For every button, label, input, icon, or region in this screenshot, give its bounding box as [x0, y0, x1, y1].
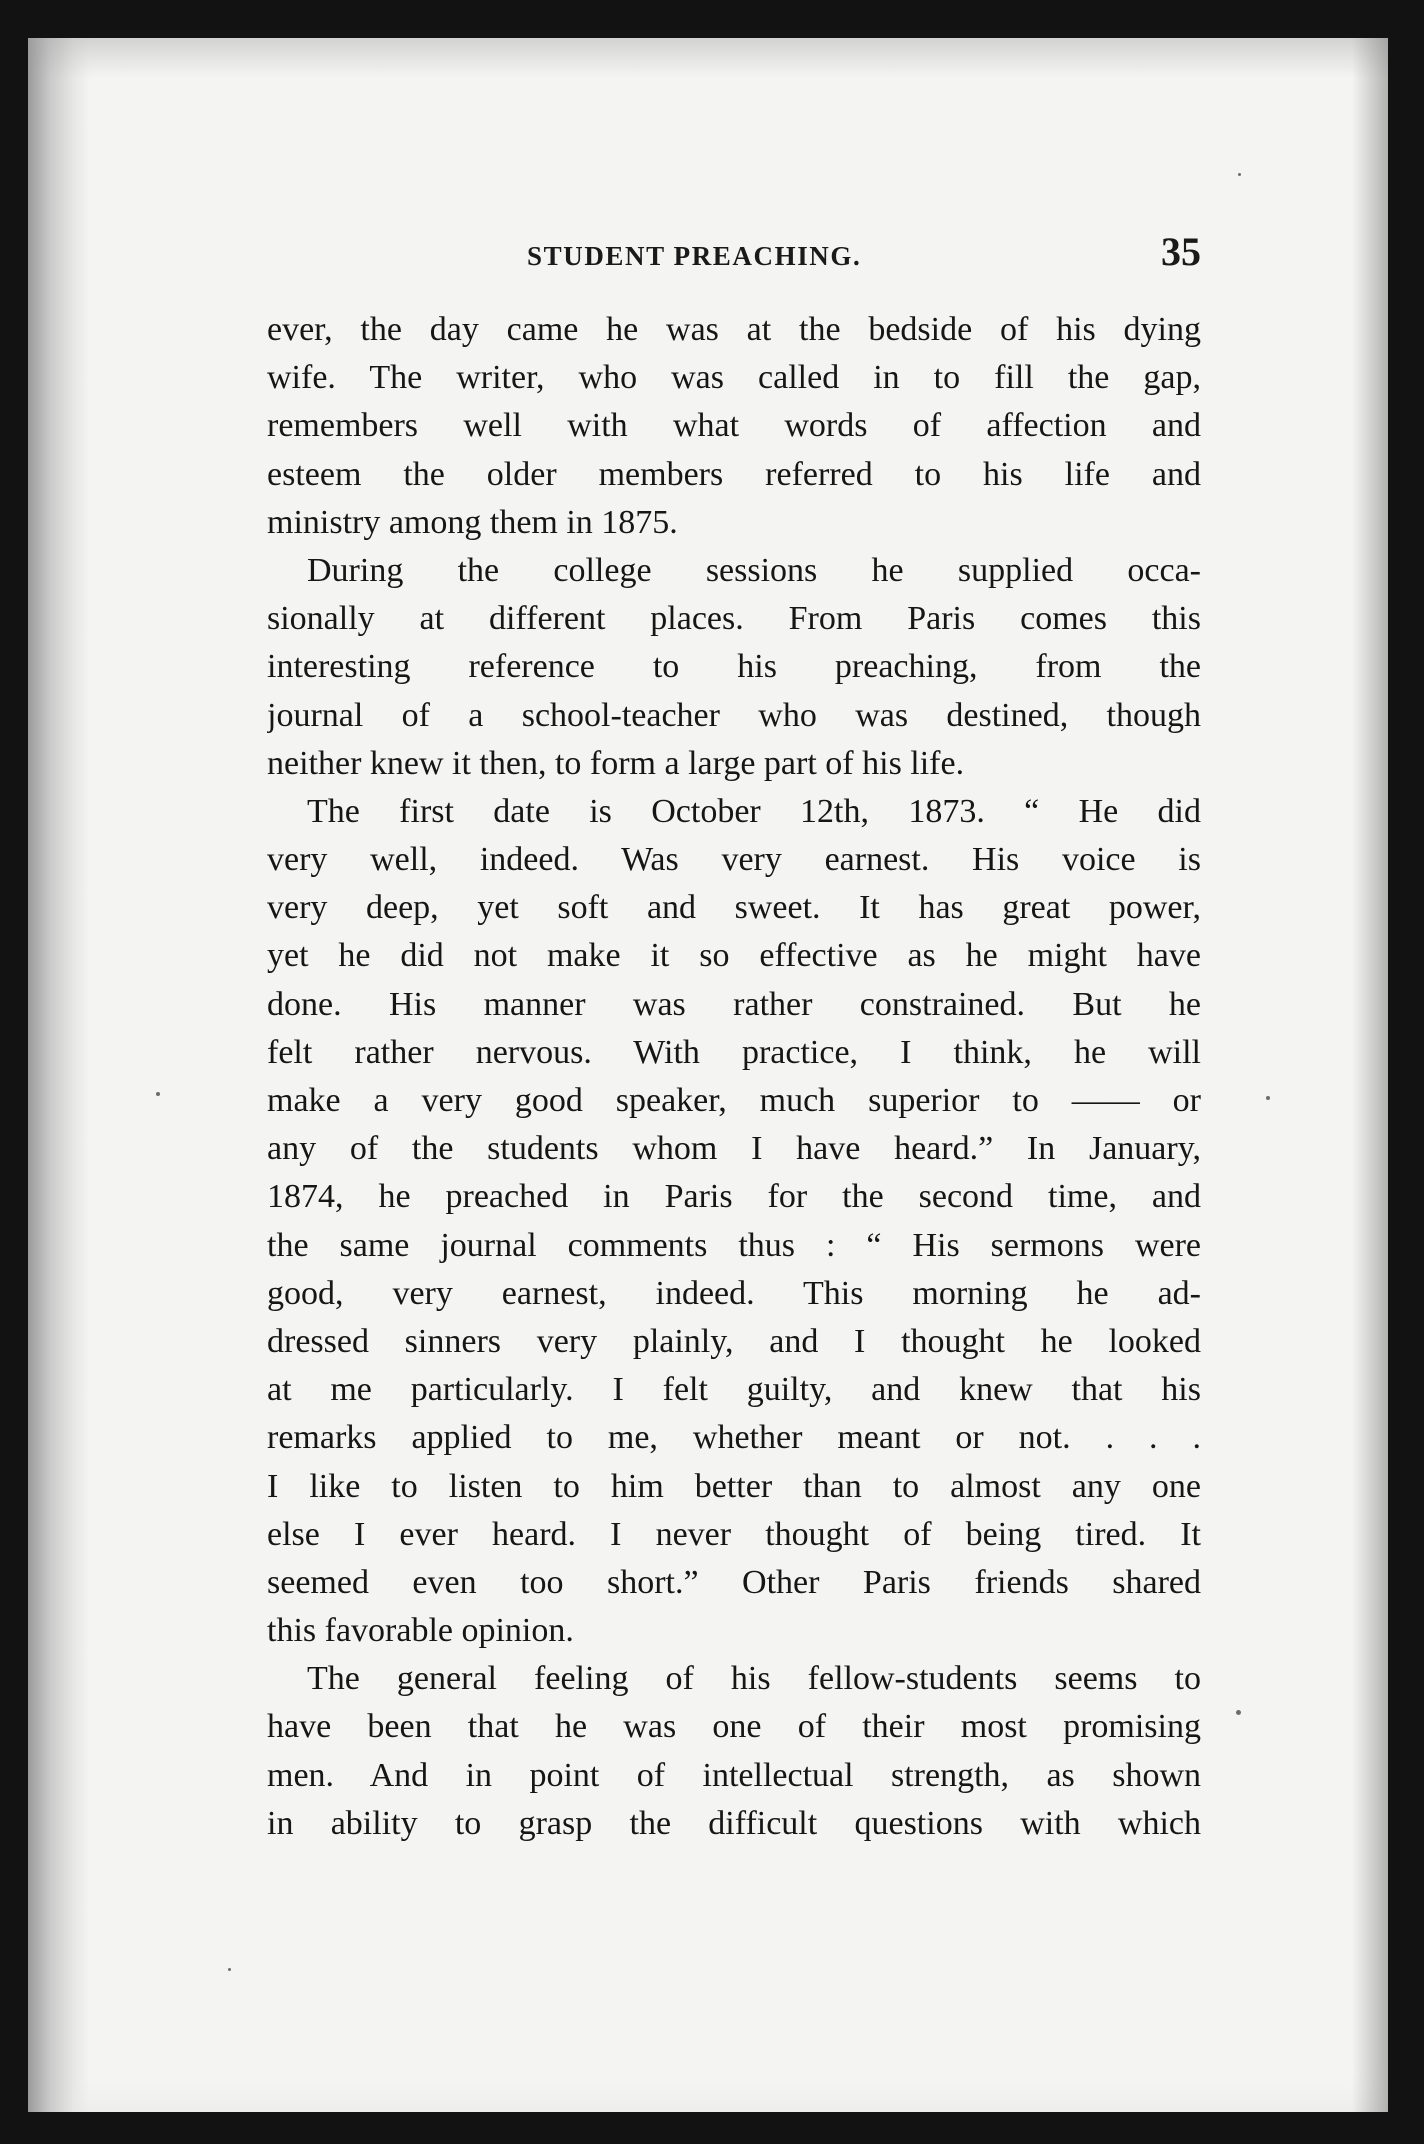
paragraph-3	[267, 788, 1201, 1655]
right-edge-shadow	[1352, 38, 1388, 2112]
text-line: neither knew it then, to form a large part of his life.	[267, 744, 965, 782]
text-line: esteem the older members referred to his life and	[267, 455, 1201, 493]
text-line: dressed sinners very plainly, and I thought he looked	[267, 1322, 1201, 1360]
text-line: yet he did not make it so effective as he might have	[267, 937, 1201, 975]
paragraph-1	[267, 306, 1201, 547]
page-header	[267, 228, 1201, 288]
text-line: ever, the day came he was at the bedside of his dying	[267, 311, 1201, 348]
body-text	[267, 306, 1201, 1848]
speck	[1236, 1710, 1241, 1715]
text-line: seemed even too short.” Other Paris friends shared	[267, 1563, 1201, 1601]
text-line: remembers well with what words of affection and	[267, 407, 1201, 445]
text-line: remarks applied to me, whether meant or not. . . .	[267, 1419, 1201, 1457]
text-line: the same journal comments thus : “ His sermons were	[267, 1226, 1201, 1264]
text-line: interesting reference to his preaching, from the	[267, 648, 1201, 686]
text-line: very well, indeed. Was very earnest. His voice is	[267, 841, 1201, 879]
text-line: any of the students whom I have heard.” In January,	[267, 1130, 1201, 1168]
paragraph-2	[267, 547, 1201, 788]
text-line: journal of a school-teacher who was destined, though	[267, 696, 1201, 734]
text-line: else I ever heard. I never thought of being tired. It	[267, 1515, 1201, 1553]
running-head: STUDENT PREACHING.	[527, 241, 862, 271]
text-line: The general feeling of his fellow-students seems to	[307, 1660, 1201, 1698]
text-line: 1874, he preached in Paris for the second time, and	[267, 1178, 1201, 1216]
speck	[156, 1092, 160, 1096]
text-line: ministry among them in 1875.	[267, 503, 678, 541]
text-line: very deep, yet soft and sweet. It has great power,	[267, 889, 1201, 927]
text-line: During the college sessions he supplied occa-	[307, 551, 1201, 589]
speck	[1266, 1096, 1270, 1100]
text-line: at me particularly. I felt guilty, and knew that his	[267, 1371, 1201, 1409]
text-line: sionally at different places. From Paris comes this	[267, 600, 1201, 638]
text-line: felt rather nervous. With practice, I think, he will	[267, 1033, 1201, 1071]
text-line: wife. The writer, who was called in to fill the gap,	[267, 359, 1201, 397]
speck	[228, 1968, 231, 1971]
top-edge-shadow	[28, 38, 1388, 78]
paragraph-4	[267, 1655, 1201, 1848]
text-line: I like to listen to him better than to almost any one	[267, 1467, 1201, 1505]
text-line: in ability to grasp the difficult questions with which	[267, 1804, 1201, 1842]
speck	[1238, 173, 1241, 176]
text-line: The first date is October 12th, 1873. “ He did	[307, 792, 1201, 830]
text-line: this favorable opinion.	[267, 1612, 574, 1650]
page-number: 35	[1161, 229, 1201, 274]
text-line: men. And in point of intellectual strength, as shown	[267, 1756, 1201, 1794]
text-line: make a very good speaker, much superior to —— or	[267, 1082, 1201, 1119]
text-line: done. His manner was rather constrained. But he	[267, 985, 1201, 1023]
text-line: have been that he was one of their most promising	[267, 1708, 1201, 1746]
text-line: good, very earnest, indeed. This morning he ad-	[267, 1274, 1201, 1312]
